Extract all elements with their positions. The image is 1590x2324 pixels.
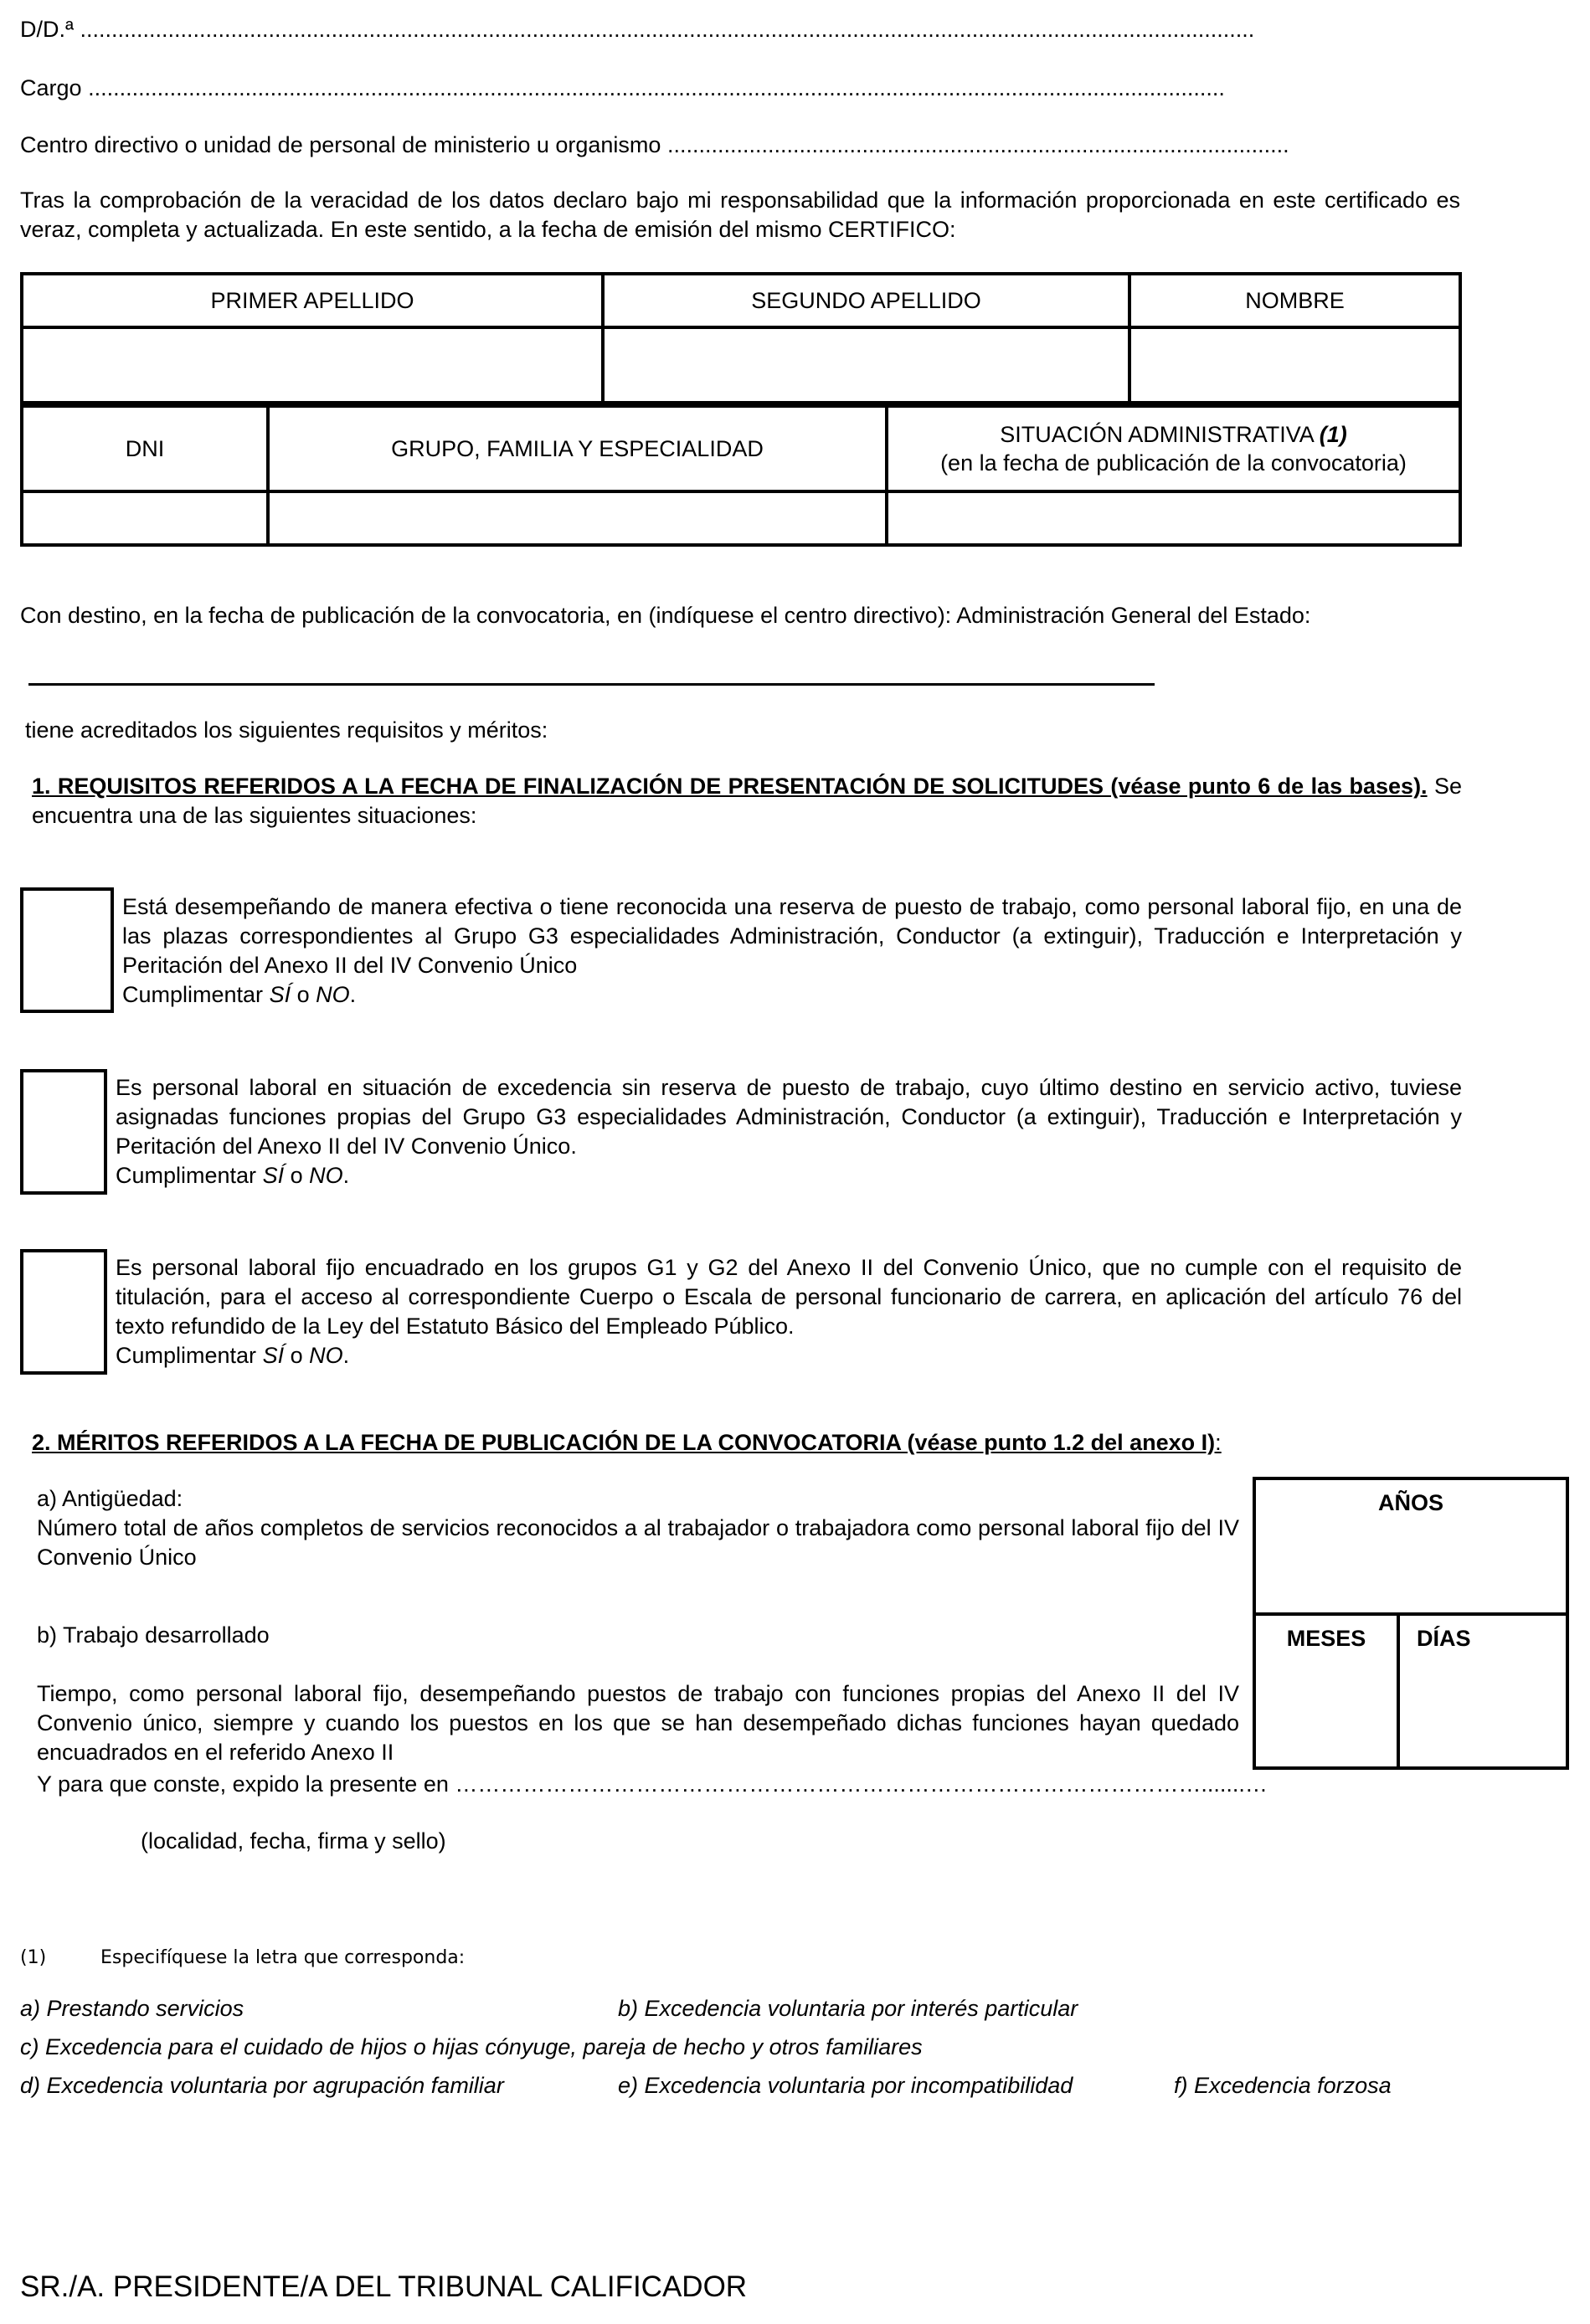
situacion-header	[887, 406, 1460, 491]
option3-fill-prefix: Cumplimentar	[116, 1343, 263, 1368]
personal-data-table	[20, 272, 1462, 404]
nombre-header: NOMBRE	[1129, 274, 1460, 327]
section2-colon: :	[1215, 1430, 1222, 1455]
centro-dots: ...................................................................................................	[666, 132, 1289, 157]
option2-si: SÍ	[262, 1163, 285, 1188]
option2-text	[116, 1073, 1462, 1190]
segundo-apellido-field[interactable]	[603, 327, 1129, 403]
localidad-label: (localidad, fecha, firma y sello)	[141, 1828, 446, 1854]
segundo-apellido-header: SEGUNDO APELLIDO	[603, 274, 1129, 327]
situacion-label: SITUACIÓN ADMINISTRATIVA	[1000, 422, 1314, 447]
meses-box[interactable]	[1253, 1612, 1400, 1770]
option3-end: .	[342, 1343, 350, 1368]
centro-line	[20, 132, 1289, 158]
footnote-f: f) Excedencia forzosa	[1174, 2073, 1392, 2098]
centro-label: Centro directivo o unidad de personal de ministerio u organismo	[20, 132, 661, 157]
dd-line	[20, 17, 1254, 43]
option1-end: .	[349, 982, 357, 1007]
footnote-b: b) Excedencia voluntaria por interés particular	[618, 1996, 1078, 2021]
option3-si: SÍ	[262, 1343, 285, 1368]
anos-box[interactable]	[1253, 1477, 1569, 1616]
option2-description: Es personal laboral en situación de excedencia sin reserva de puesto de trabajo, cuyo último destino en servicio activo, tuviese asignadas funciones propias del Grupo G3 especialidades Administración, Conductor (a extinguir), Traducción e Interpretación y Peritación del Anexo II del IV Convenio Único.	[116, 1075, 1462, 1159]
option2-checkbox[interactable]	[20, 1069, 107, 1195]
option1-description: Está desempeñando de manera efectiva o tiene reconocida una reserva de puesto de trabajo, como personal laboral fijo, en una de las plazas correspondientes al Grupo G3 especialidades Administración, Conductor (a extinguir), Traducción e Interpretación y Peritación del Anexo II del IV Convenio Único	[122, 894, 1462, 978]
option3-o: o	[284, 1343, 310, 1368]
antiguedad-block	[37, 1484, 1239, 1572]
destino-text: Con destino, en la fecha de publicación de la convocatoria, en (indíquese el centro directivo): Administración General del Estado:	[20, 603, 1311, 628]
section2-title: 2. MÉRITOS REFERIDOS A LA FECHA DE PUBLICACIÓN DE LA CONVOCATORIA (véase punto 1.2 del anexo I)	[32, 1430, 1216, 1455]
section1-heading	[32, 772, 1462, 830]
primer-apellido-field[interactable]	[22, 327, 603, 403]
option1-text	[122, 892, 1462, 1010]
expido-line	[37, 1771, 1268, 1797]
anos-label: AÑOS	[1377, 1490, 1443, 1515]
cargo-line	[20, 75, 1225, 101]
option2-o: o	[284, 1163, 310, 1188]
option2-fill-prefix: Cumplimentar	[116, 1163, 263, 1188]
nombre-field[interactable]	[1129, 327, 1460, 403]
section1-tail: Se encuentra una de las siguientes situaciones:	[32, 774, 1463, 828]
dias-box[interactable]	[1397, 1612, 1569, 1770]
option3-description: Es personal laboral fijo encuadrado en los grupos G1 y G2 del Anexo II del Convenio Único, que no cumple con el requisito de titulación, para el acceso al correspondiente Cuerpo o Escala de personal funcionario de carrera, en aplicación del artículo 76 del texto refundido de la Ley del Estatuto Básico del Empleado Público.	[116, 1255, 1462, 1339]
option3-no: NO	[309, 1343, 343, 1368]
grupo-header: GRUPO, FAMILIA Y ESPECIALIDAD	[268, 406, 887, 491]
section2-heading	[32, 1430, 1222, 1456]
option2-no: NO	[309, 1163, 343, 1188]
grupo-field[interactable]	[268, 491, 887, 545]
antiguedad-text: Número total de años completos de servicios reconocidos a al trabajador o trabajadora como personal laboral fijo del IV Convenio Único	[37, 1515, 1239, 1570]
footnote-title: Especifíquese la letra que corresponda:	[100, 1947, 466, 1968]
declaration-text: Tras la comprobación de la veracidad de los datos declaro bajo mi responsabilidad que la información proporcionada en este certificado es veraz, completa y actualizada. En este sentido, a la fecha de emisión del mismo CERTIFICO:	[20, 188, 1460, 242]
option1-si: SÍ	[269, 982, 291, 1007]
option1-no: NO	[316, 982, 350, 1007]
option2-end: .	[342, 1163, 350, 1188]
trabajo-text: Tiempo, como personal laboral fijo, desempeñando puestos de trabajo con funciones propias del Anexo II del IV Convenio único, siempre y cuando los puestos en los que se han desempeñado dichas funciones hayan quedado encuadrados en el referido Anexo II	[37, 1681, 1239, 1765]
situacion-sub: (en la fecha de publicación de la convocatoria)	[940, 450, 1407, 476]
dias-label: DÍAS	[1417, 1626, 1471, 1651]
footnote-a: a) Prestando servicios	[20, 1996, 244, 2021]
addressee: SR./A. PRESIDENTE/A DEL TRIBUNAL CALIFICADOR	[20, 2270, 748, 2303]
admin-data-table	[20, 404, 1462, 547]
dni-field[interactable]	[22, 491, 268, 545]
footnote-c: c) Excedencia para el cuidado de hijos o hijas cónyuge, pareja de hecho y otros familiares	[20, 2034, 923, 2059]
section1-title: 1. REQUISITOS REFERIDOS A LA FECHA DE FINALIZACIÓN DE PRESENTACIÓN DE SOLICITUDES (véase punto 6 de las bases).	[32, 774, 1428, 799]
expido-dots[interactable]: ……………………………………………………………………………………….......…	[455, 1771, 1268, 1797]
destino-underline[interactable]	[28, 683, 1155, 686]
cargo-label: Cargo	[20, 75, 82, 100]
option1-o: o	[291, 982, 316, 1007]
footnote-number: (1)	[20, 1947, 47, 1968]
dni-header: DNI	[22, 406, 268, 491]
meses-label: MESES	[1286, 1626, 1366, 1651]
situacion-ref: (1)	[1319, 422, 1347, 447]
dd-dots: ...........................................................................................................................................................................................	[80, 17, 1255, 42]
option3-text	[116, 1253, 1462, 1370]
option1-fill-prefix: Cumplimentar	[122, 982, 270, 1007]
trabajo-label: b) Trabajo desarrollado	[37, 1622, 270, 1648]
primer-apellido-header: PRIMER APELLIDO	[22, 274, 603, 327]
footnote-d: d) Excedencia voluntaria por agrupación familiar	[20, 2073, 504, 2098]
situacion-field[interactable]	[887, 491, 1460, 545]
option3-checkbox[interactable]	[20, 1249, 107, 1375]
antiguedad-label: a) Antigüedad:	[37, 1486, 183, 1511]
option1-checkbox[interactable]	[20, 887, 114, 1013]
expido-label: Y para que conste, expido la presente en	[37, 1771, 449, 1797]
acreditados-text: tiene acreditados los siguientes requisitos y méritos:	[25, 717, 548, 743]
footnote-e: e) Excedencia voluntaria por incompatibilidad	[618, 2073, 1073, 2098]
cargo-dots: .....................................................................................................................................................................................	[88, 75, 1225, 100]
dd-label: D/D.ª	[20, 17, 74, 42]
